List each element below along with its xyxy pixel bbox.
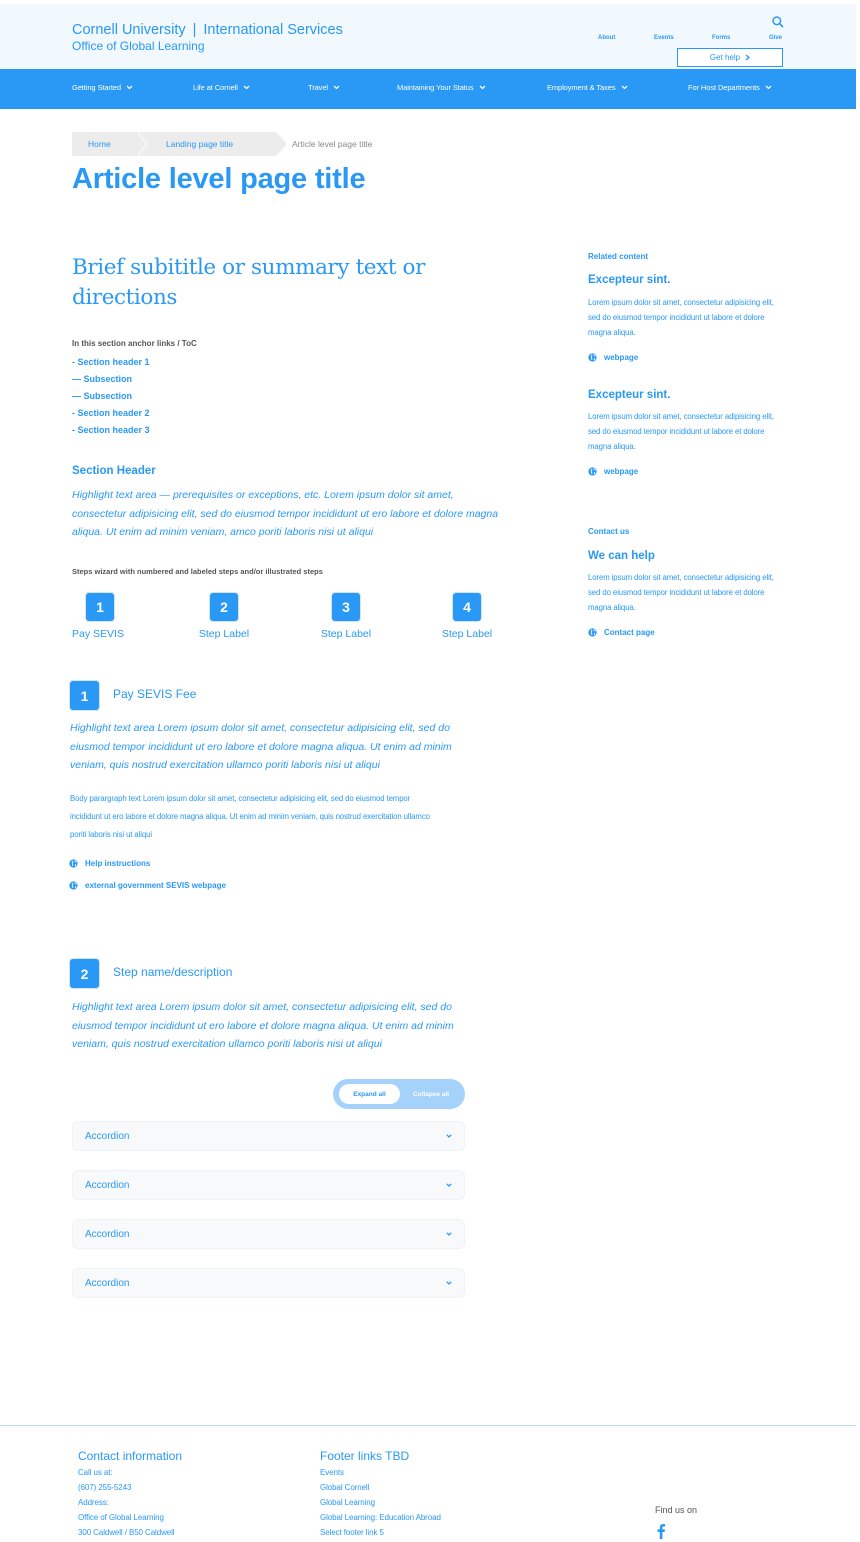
nav-item-label: Getting Started — [72, 83, 121, 92]
contact-us-heading: Contact us — [588, 527, 630, 536]
accordion-item[interactable] — [72, 1268, 465, 1298]
chevron-down-icon — [333, 85, 340, 90]
breadcrumb — [72, 132, 372, 156]
help-instructions-link[interactable] — [69, 859, 150, 868]
breadcrumb-divider — [136, 132, 146, 156]
breadcrumb-label: Home — [88, 139, 111, 149]
toc-link-section-2[interactable]: - Section header 2 — [72, 408, 150, 418]
brand-separator: | — [192, 22, 197, 38]
footer-link-education-abroad[interactable]: Global Learning: Education Abroad — [320, 1513, 441, 1522]
facebook-icon[interactable] — [656, 1523, 666, 1539]
footer-link-5[interactable]: Select footer link 5 — [320, 1528, 384, 1537]
nav-item-maintaining-status[interactable] — [397, 83, 486, 92]
step-number-badge: 2 — [70, 959, 99, 988]
wizard-step-4[interactable] — [431, 593, 503, 640]
wizard-step-label: Step Label — [320, 628, 372, 640]
step-title: Step name/description — [113, 964, 233, 979]
chevron-down-icon — [446, 1281, 452, 1285]
link-label: webpage — [604, 467, 639, 476]
nav-item-host-departments[interactable] — [688, 83, 772, 92]
nav-item-life-at-cornell[interactable] — [193, 83, 250, 92]
expand-all-button[interactable]: Expand all — [339, 1084, 400, 1104]
footer-divider — [0, 1425, 856, 1426]
chevron-down-icon — [765, 85, 772, 90]
link-label: Help instructions — [85, 859, 151, 868]
related-content-heading: Related content — [588, 252, 649, 261]
globe-icon — [588, 628, 597, 637]
utility-link-give[interactable]: Give — [769, 35, 783, 41]
chevron-down-icon — [621, 85, 628, 90]
breadcrumb-current: Article level page title — [292, 139, 373, 149]
nav-item-label: For Host Departments — [688, 83, 760, 92]
nav-item-label: Employment & Taxes — [547, 83, 616, 92]
related-item-text: Lorem ipsum dolor sit amet, consectetur adipisicing elit, sed do eiusmod tempor incididunt ut labore et dolore magna aliqua. — [588, 298, 774, 337]
footer-address-label: Address: — [78, 1498, 109, 1507]
nav-item-getting-started[interactable] — [72, 83, 133, 92]
accordion-item[interactable] — [72, 1170, 465, 1200]
breadcrumb-divider — [276, 132, 286, 156]
footer-link-global-learning[interactable]: Global Learning — [320, 1498, 375, 1507]
footer-link-events[interactable]: Events — [320, 1468, 344, 1477]
accordion-toggle-group — [333, 1079, 465, 1109]
link-label: external government SEVIS webpage — [85, 881, 226, 890]
breadcrumb-landing[interactable] — [136, 132, 276, 156]
step-1-highlight: Highlight text area Lorem ipsum dolor sit amet, consectetur adipisicing elit, sed do eiusmod tempor incididunt ut ero labore et dolore magna aliqua. Ut enim ad minim veniam, quis nostrud exercitation ullamco poriti laboris nisi ut aliqui — [70, 722, 452, 771]
accordion-item[interactable] — [72, 1219, 465, 1249]
step-1-header — [70, 681, 196, 710]
contact-text: Lorem ipsum dolor sit amet, consectetur adipisicing elit, sed do eiusmod tempor incididunt ut labore et dolore magna aliqua. — [588, 573, 774, 612]
utility-link-events[interactable]: Events — [654, 35, 674, 41]
breadcrumb-home[interactable] — [72, 132, 136, 156]
footer-links-heading: Footer links TBD — [320, 1449, 410, 1463]
footer-links — [320, 1449, 441, 1540]
get-help-button[interactable] — [677, 48, 783, 67]
toc-link-subsection-2[interactable]: — Subsection — [72, 391, 133, 401]
step-title: Pay SEVIS Fee — [113, 686, 197, 701]
toc-link-section-3[interactable]: - Section header 3 — [72, 425, 150, 435]
accordion-label: Accordion — [85, 1228, 130, 1240]
footer-address-room: 300 Caldwell / B50 Caldwell — [78, 1528, 175, 1537]
site-brand[interactable] — [72, 22, 343, 38]
related-item-title: Excepteur sint. — [588, 389, 671, 401]
step-number-badge: 1 — [70, 681, 99, 710]
footer-address-office: Office of Global Learning — [78, 1513, 164, 1522]
office-name: Office of Global Learning — [72, 39, 205, 53]
step-number-badge: 4 — [453, 593, 481, 621]
step-1-body: Body parargraph text Lorem ipsum dolor sit amet, consectetur adipisicing elit, sed do eiusmod tempor incididunt ut ero labore et dolore magna aliqua. Ut enim ad minim veniam, quis nostrud exercitation ullamco poriti laboris nisi ut aliqui — [70, 794, 430, 839]
accordion-label: Accordion — [85, 1179, 130, 1191]
chevron-down-icon — [446, 1232, 452, 1236]
nav-item-employment-taxes[interactable] — [547, 83, 628, 92]
find-us-label: Find us on — [655, 1505, 698, 1515]
wizard-step-label: Pay SEVIS — [72, 628, 124, 640]
link-label: webpage — [604, 353, 639, 362]
search-icon[interactable] — [771, 15, 785, 29]
related-item-text: Lorem ipsum dolor sit amet, consectetur adipisicing elit, sed do eiusmod tempor incididunt ut labore et dolore magna aliqua. — [588, 412, 774, 451]
chevron-down-icon — [446, 1183, 452, 1187]
footer-phone[interactable]: (607) 255-5243 — [78, 1483, 132, 1492]
step-number-badge: 1 — [86, 593, 114, 621]
page-subtitle: Brief subititle or summary text or directions — [72, 255, 425, 310]
breadcrumb-label: Landing page title — [166, 139, 234, 149]
footer-contact — [78, 1449, 182, 1540]
main-nav — [0, 69, 856, 109]
sevis-webpage-link[interactable] — [69, 881, 226, 890]
page-title: Article level page title — [72, 163, 366, 195]
contact-page-link[interactable] — [588, 628, 655, 637]
nav-item-label: Maintaining Your Status — [397, 83, 474, 92]
related-webpage-link-2[interactable] — [588, 467, 638, 476]
nav-item-label: Travel — [308, 83, 328, 92]
toc-link-subsection-1[interactable]: — Subsection — [72, 374, 133, 384]
wizard-step-label: Step Label — [198, 628, 250, 640]
unit-name: International Services — [203, 22, 343, 38]
chevron-down-icon — [126, 85, 133, 90]
step-2-header — [70, 959, 232, 988]
wizard-label: Steps wizard with numbered and labeled steps and/or illustrated steps — [72, 567, 323, 576]
accordion-item[interactable] — [72, 1121, 465, 1151]
globe-icon — [69, 881, 78, 890]
contact-title: We can help — [588, 550, 655, 562]
chevron-right-icon — [745, 54, 750, 61]
wizard-step-3[interactable] — [310, 593, 382, 640]
utility-link-forms[interactable]: Forms — [712, 35, 731, 41]
nav-item-label: Life at Cornell — [193, 83, 238, 92]
get-help-label: Get help — [709, 53, 741, 62]
step-2-highlight: Highlight text area Lorem ipsum dolor sit amet, consectetur adipisicing elit, sed do eiusmod tempor incididunt ut ero labore et dolore magna aliqua. Ut enim ad minim veniam, quis nostrud exercitation ullamco poriti laboris nisi ut aliqui — [72, 1001, 454, 1050]
utility-link-about[interactable]: About — [598, 35, 616, 41]
globe-icon — [69, 859, 78, 868]
footer-contact-heading: Contact information — [78, 1449, 183, 1463]
university-name: Cornell University — [72, 22, 186, 38]
nav-item-travel[interactable] — [308, 83, 340, 92]
section-highlight: Highlight text area — prerequisites or exceptions, etc. Lorem ipsum dolor sit amet, consectetur adipisicing elit, sed do eiusmod tempor incididunt ut ero labore et dolore magna aliqua. Ut enim ad minim veniam, amco poriti laboris nisi ut aliqui — [72, 489, 499, 538]
chevron-down-icon — [446, 1134, 452, 1138]
globe-icon — [588, 467, 597, 476]
globe-icon — [588, 353, 597, 362]
collapse-all-button[interactable]: Collapse all — [412, 1090, 450, 1098]
step-number-badge: 3 — [332, 593, 360, 621]
related-webpage-link-1[interactable] — [588, 353, 638, 362]
related-item-title: Excepteur sint. — [588, 274, 671, 286]
wizard-step-1[interactable] — [72, 593, 128, 640]
toc-list — [72, 357, 150, 442]
accordion-label: Accordion — [85, 1277, 130, 1289]
footer-call-label: Call us at: — [78, 1468, 113, 1477]
wizard-step-2[interactable] — [188, 593, 260, 640]
accordion-label: Accordion — [85, 1130, 130, 1142]
toc-label: In this section anchor links / ToC — [72, 339, 197, 348]
step-number-badge: 2 — [210, 593, 238, 621]
wizard-step-label: Step Label — [441, 628, 493, 640]
chevron-down-icon — [243, 85, 250, 90]
site-header — [0, 4, 856, 69]
footer-link-global-cornell[interactable]: Global Cornell — [320, 1483, 370, 1492]
toc-link-section-1[interactable]: - Section header 1 — [72, 357, 150, 367]
chevron-down-icon — [479, 85, 486, 90]
link-label: Contact page — [604, 628, 655, 637]
section-header: Section Header — [72, 465, 156, 477]
